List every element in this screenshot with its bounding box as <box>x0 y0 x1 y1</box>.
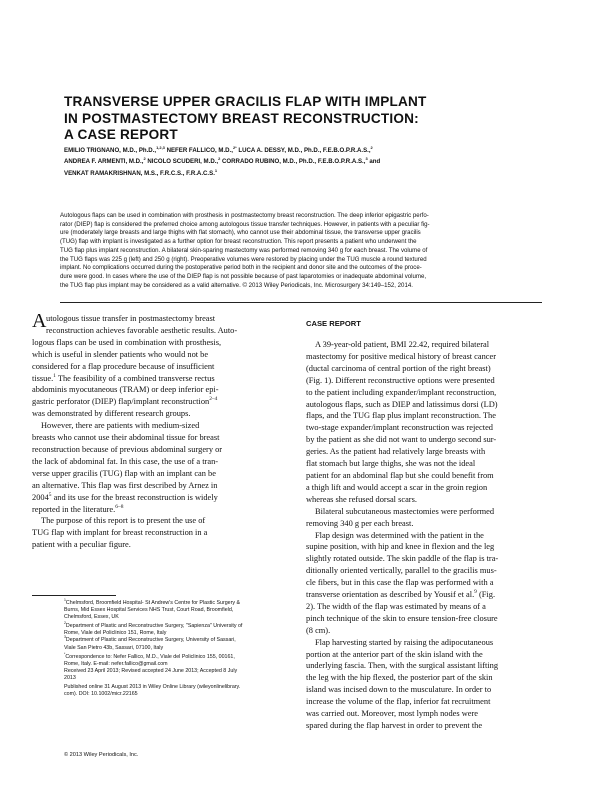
body-line: logous flaps can be used in combination with prosthesis, <box>32 337 222 347</box>
footnote-line <box>64 651 300 661</box>
author-name: EMILIO TRIGNANO, M.D., Ph.D., <box>64 147 157 154</box>
abstract-line: the TUG flaps was 225 g (left) and 250 g (right). Preoperative volumes were restored by placing under the TUG muscle a round textured <box>60 255 427 263</box>
body-line: supine position, with hip and knee in flexion and the leg <box>306 542 495 552</box>
footnote-text: Department of Plastic and Reconstructive Surgery, University of Sassari, <box>65 637 236 644</box>
body-line: to the patient including expander/implant reconstruction, <box>306 387 497 397</box>
body-text: 2004 <box>32 492 49 502</box>
footnote-mark: * <box>64 651 66 656</box>
body-line: removing 340 g per each breast. <box>306 518 414 528</box>
footnote-line: Received 23 April 2013; Revised accepted 24 June 2013; Accepted 8 July <box>64 667 238 674</box>
left-column <box>32 313 298 551</box>
body-line: abdominis myocutaneous (TRAM) or deep inferior epi- <box>32 385 219 395</box>
title-line: A CASE REPORT <box>64 127 178 142</box>
body-text: The feasibility of a combined transverse rectus <box>55 373 215 383</box>
body-line: ditionally oriented vertically, parallel to the gracilis mus- <box>306 566 497 576</box>
abstract-line: implant. No complications occurred during the postoperative period both in the recipient and donor site and the outcomes of the proce- <box>60 264 422 272</box>
body-line: reconstruction because of previous abdominal surgery or <box>32 444 223 454</box>
author-name: ANDREA F. ARMENTI, M.D., <box>64 158 144 166</box>
body-line: reconstruction achieves favorable aesthetic results. Auto- <box>46 325 238 335</box>
abstract-line: Autologous flaps can be used in combination with prosthesis in postmastectomy breast reconstruction. The deep inferior epigastric perfo- <box>60 212 429 219</box>
footnote-line: Viale San Pietro 43b, Sassari, 07100, Italy <box>64 644 164 651</box>
footnote-line <box>64 637 300 644</box>
footnote-text: Department of Plastic and Reconstructive Surgery, "Sapienza" University of <box>65 623 243 630</box>
abstract-line: (TUG) flap with implant is investigated as a further option for breast reconstruction. This report presents a patient who underwent the <box>60 238 417 246</box>
footnote-line: 2013 <box>64 674 76 681</box>
body-line: an alternative. This flap was first described by Arnez in <box>32 480 218 490</box>
body-line: Bilateral subcutaneous mastectomies were performed <box>315 506 495 516</box>
author-conjunction: and <box>367 158 381 166</box>
body-text: tissue. <box>32 373 54 383</box>
body-line: by the patient as she did not want to undergo second sur- <box>306 435 497 445</box>
body-line: The purpose of this report is to present the use of <box>41 516 206 526</box>
body-line <box>306 589 572 601</box>
body-line: portion at the anterior part of the skin island with the <box>306 649 483 659</box>
body-line: whereas she refused dorsal scars. <box>306 494 417 504</box>
body-line: was demonstrated by different research groups. <box>32 409 191 419</box>
body-line: slightly rotated outside. The skin paddle of the flap is tra- <box>306 554 499 564</box>
abstract <box>60 212 542 290</box>
body-line <box>32 492 298 504</box>
abstract-line: dure were good. In cases where the use of the DIEP flap is not possible because of past laparotomies or inadequate abdominal volume, <box>60 272 427 280</box>
body-line: increase the volume of the flap, inferior fat recruitment <box>306 697 491 707</box>
abstract-line: TUG flap plus implant reconstruction. A bilateral skin-sparing mastectomy was performed removing 340 g for each breast. The volume of <box>60 246 428 254</box>
body-line: pinch technique of the skin to ensure tension-free closure <box>306 613 498 623</box>
footnote-line <box>64 600 300 607</box>
body-line: patient for an abdominal flap but she could benefit from <box>306 470 494 480</box>
body-line: the leg with the hip flexed, the posterior part of the skin <box>306 673 493 683</box>
citation-mark: 1 <box>53 372 56 379</box>
author-name: VENKAT RAMAKRISHNAN, M.S., F.R.C.S., F.R.A.C.S. <box>64 169 215 177</box>
right-column <box>306 339 572 732</box>
author-name: NEFER FALLICO, M.D., <box>164 147 233 154</box>
body-line: Flap harvesting started by raising the adipocutaneous <box>315 637 494 647</box>
citation-mark: 2–4 <box>209 396 218 403</box>
body-line: utologous tissue transfer in postmastectomy breast <box>46 314 216 323</box>
citation-mark: 5 <box>48 491 52 498</box>
body-line: flaps, and the TUG flap plus implant reconstruction. The <box>306 411 496 421</box>
body-line: A 39-year-old patient, BMI 22.42, required bilateral <box>315 340 490 349</box>
footnote-mark: 3 <box>64 635 66 640</box>
body-line: mastectomy for positive medical history of breast cancer <box>306 351 496 361</box>
author-line <box>64 145 544 156</box>
body-line: spared during the flap harvest in order to prevent the <box>306 721 483 730</box>
body-line: cle fibers, but in this case the flap was performed with a <box>306 578 494 588</box>
footnote-line: Published online 31 August 2013 in Wiley Online Library (wileyonlinelibrary. <box>64 684 241 691</box>
section-heading: CASE REPORT <box>306 319 361 328</box>
body-line <box>32 396 298 408</box>
body-line: verse upper gracilis (TUG) flap with an implant can be <box>32 468 216 478</box>
body-line: island was incised down to the musculature. In order to <box>306 685 492 695</box>
body-text: and its use for the breast reconstruction is widely <box>51 492 218 502</box>
footnote-line: Chelmsford, Essex, UK <box>64 614 119 621</box>
body-line: TUG flap with implant for breast reconstruction in a <box>32 528 208 538</box>
abstract-divider <box>60 302 542 303</box>
footnote-line: Rome, Italy. E-mail: nefer.fallico@gmail.com <box>64 660 168 667</box>
citation-mark: 9 <box>474 589 477 596</box>
author-line <box>64 156 544 167</box>
footnote-line <box>64 623 300 630</box>
author-list <box>64 145 544 179</box>
body-line: patient with a peculiar figure. <box>32 540 131 550</box>
affiliation-mark: 1 <box>214 167 218 173</box>
body-line: which is useful in slender patients who would not be <box>32 349 209 359</box>
affiliation-mark: 2 <box>370 144 373 150</box>
abstract-line: the TUG flap plus implant may be considered as a valid alternative. © 2013 Wiley Periodicals, Inc. Microsurgery 34:149–152, 2014. <box>60 281 413 289</box>
body-line: two-stage expander/implant reconstruction was rejected <box>306 423 493 433</box>
body-line: (Fig. 1). Different reconstructive options were presented <box>306 375 495 385</box>
footnote-line: com). DOI: 10.1002/micr.22165 <box>64 691 138 698</box>
footnote-text: Chelmsford, Broomfield Hospital- St Andrew's Centre for Plastic Surgery & <box>65 600 241 606</box>
citation-mark: 6–8 <box>115 503 124 510</box>
body-line: considered for a flap procedure because of insufficient <box>32 361 215 371</box>
drop-cap: A <box>32 310 47 332</box>
body-line: 2). The width of the flap was estimated by means of a <box>306 601 486 611</box>
title-line: IN POSTMASTECTOMY BREAST RECONSTRUCTION: <box>64 110 419 126</box>
body-text: (Fig. <box>476 590 496 600</box>
author-name: LUCA A. DESSY, M.D., Ph.D., F.E.B.O.P.R.A.S., <box>236 147 371 154</box>
author-name: NICOLO SCUDERI, M.D., <box>145 158 219 166</box>
body-line: (8 cm). <box>306 625 331 635</box>
body-line: geries. As the patient had relatively large breasts with <box>306 447 486 457</box>
body-line: However, there are patients with medium-sized <box>41 421 200 431</box>
affiliation-mark: 2 <box>143 156 146 162</box>
footnote-mark: 1 <box>64 598 66 603</box>
footnote-line: Burns, Mid Essex Hospital Services NHS Trust, Court Road, Broomfield, <box>64 607 234 614</box>
footnote-divider <box>32 595 116 596</box>
affiliation-mark: 3 <box>365 156 368 162</box>
title-line: TRANSVERSE UPPER GRACILIS FLAP WITH IMPLANT <box>64 94 427 109</box>
copyright-notice: © 2013 Wiley Periodicals, Inc. <box>64 752 139 758</box>
body-line: was carried out. Moreover, most lymph nodes were <box>306 709 479 719</box>
article-title <box>64 94 544 144</box>
body-line: the lack of abdominal fat. In this case, the use of a tran- <box>32 456 219 466</box>
affiliation-mark: 2 <box>218 156 221 162</box>
body-line: (ductal carcinoma of central portion of the right breast) <box>306 363 491 373</box>
footnote-line: Rome, Viale del Policlinico 151, Rome, Italy <box>64 630 167 637</box>
affiliation-mark: 2* <box>232 144 237 150</box>
body-line: breasts who cannot use their abdominal tissue for breast <box>32 433 220 443</box>
author-name: CORRADO RUBINO, M.D., Ph.D., F.E.B.O.P.R.A.S., <box>220 158 366 166</box>
body-line: a thigh lift and would accept a scar in the groin region <box>306 482 488 492</box>
body-line <box>32 504 298 516</box>
footnote-text: Correspondence to: Nefer Fallico, M.D., Viale del Policlinico 155, 00161, <box>65 653 235 660</box>
body-text: transverse orientation as described by Yousif et al. <box>306 590 475 600</box>
body-line: Flap design was determined with the patient in the <box>315 530 484 540</box>
body-text: reported in the literature. <box>32 504 116 514</box>
body-line: autologous flaps, such as DIEP and latissimus dorsi (LD) <box>306 399 498 409</box>
affiliation-mark: 1,2,3 <box>156 144 165 150</box>
footnotes <box>64 600 300 698</box>
body-text: gastric perforator (DIEP) flap/implant reconstruction <box>32 397 210 407</box>
body-line: underlying fascia. Then, with the surgical assistant lifting <box>306 661 499 671</box>
body-line <box>32 373 298 385</box>
abstract-line: rator (DIEP) flap is considered the preferred choice among autologous tissue transfer techniques. However, in patients with a peculiar fig- <box>60 220 430 228</box>
abstract-line: ure (moderately large breasts and large thighs with flat stomach), who cannot use their abdominal tissue, the transverse upper gracilis <box>60 229 421 237</box>
body-line: flat stomach but large thighs, she was not the ideal <box>306 459 476 469</box>
footnote-mark: 2 <box>64 621 66 626</box>
author-line <box>64 168 544 179</box>
